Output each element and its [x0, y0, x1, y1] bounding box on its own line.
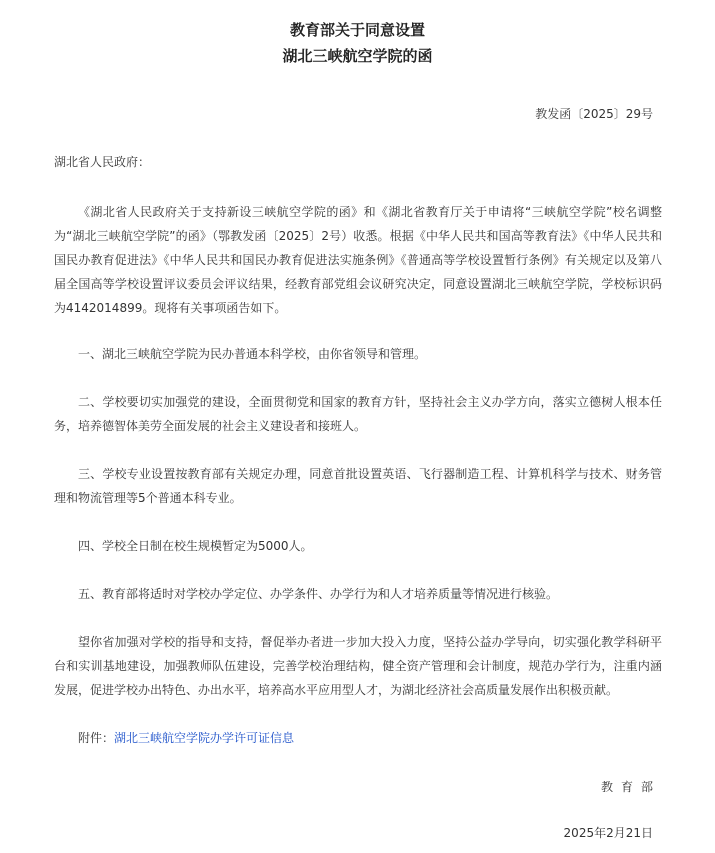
item-paragraph-3: 三、学校专业设置按教育部有关规定办理，同意首批设置英语、飞行器制造工程、计算机科学与技术、财务管理和物流管理等5个普通本科专业。	[54, 467, 662, 505]
item-paragraph-5: 五、教育部将适时对学校办学定位、办学条件、办学行为和人才培养质量等情况进行核验。	[78, 587, 559, 601]
addressee: 湖北省人民政府：	[54, 155, 151, 169]
attachment-line	[54, 726, 294, 750]
item-paragraph-1: 一、湖北三峡航空学院为民办普通本科学校，由你省领导和管理。	[78, 347, 427, 361]
doc-title-line1: 教育部关于同意设置	[289, 21, 425, 39]
attachment-link[interactable]: 湖北三峡航空学院办学许可证信息	[114, 731, 295, 745]
intro-paragraph: 《湖北省人民政府关于支持新设三峡航空学院的函》和《湖北省教育厅关于申请将“三峡航空学院”校名调整为“湖北三峡航空学院”的函》（鄂教发函〔2025〕2号）收悉。根据《中华人民共和国高等教育法》《中华人民共和国民办教育促进法》《中华人民共和国民办教育促进法实施条例》《普通高等学校设置暂行条例》有关规定以及第八届全国高等学校设置评议委员会评议结果，经教育部党组会议研究决定，同意设置湖北三峡航空学院，学校标识码为4142014899。现将有关事项函告如下。	[54, 205, 662, 315]
signature: 教育部	[600, 780, 661, 794]
document-number: 教发函〔2025〕29号	[535, 107, 653, 121]
doc-title-line2: 湖北三峡航空学院的函	[282, 47, 433, 65]
issue-date: 2025年2月21日	[563, 826, 653, 840]
closing-paragraph: 望你省加强对学校的指导和支持，督促举办者进一步加大投入力度，坚持公益办学导向，切实强化教学科研平台和实训基地建设，加强教师队伍建设，完善学校治理结构，健全资产管理和会计制度，规范办学行为，注重内涵发展，促进学校办出特色、办出水平，培养高水平应用型人才，为湖北经济社会高质量发展作出积极贡献。	[54, 635, 662, 697]
item-paragraph-2: 二、学校要切实加强党的建设，全面贯彻党和国家的教育方针，坚持社会主义办学方向，落实立德树人根本任务，培养德智体美劳全面发展的社会主义建设者和接班人。	[54, 395, 662, 433]
attachment-label: 附件：	[78, 731, 115, 745]
item-paragraph-4: 四、学校全日制在校生规模暂定为5000人。	[78, 539, 313, 553]
